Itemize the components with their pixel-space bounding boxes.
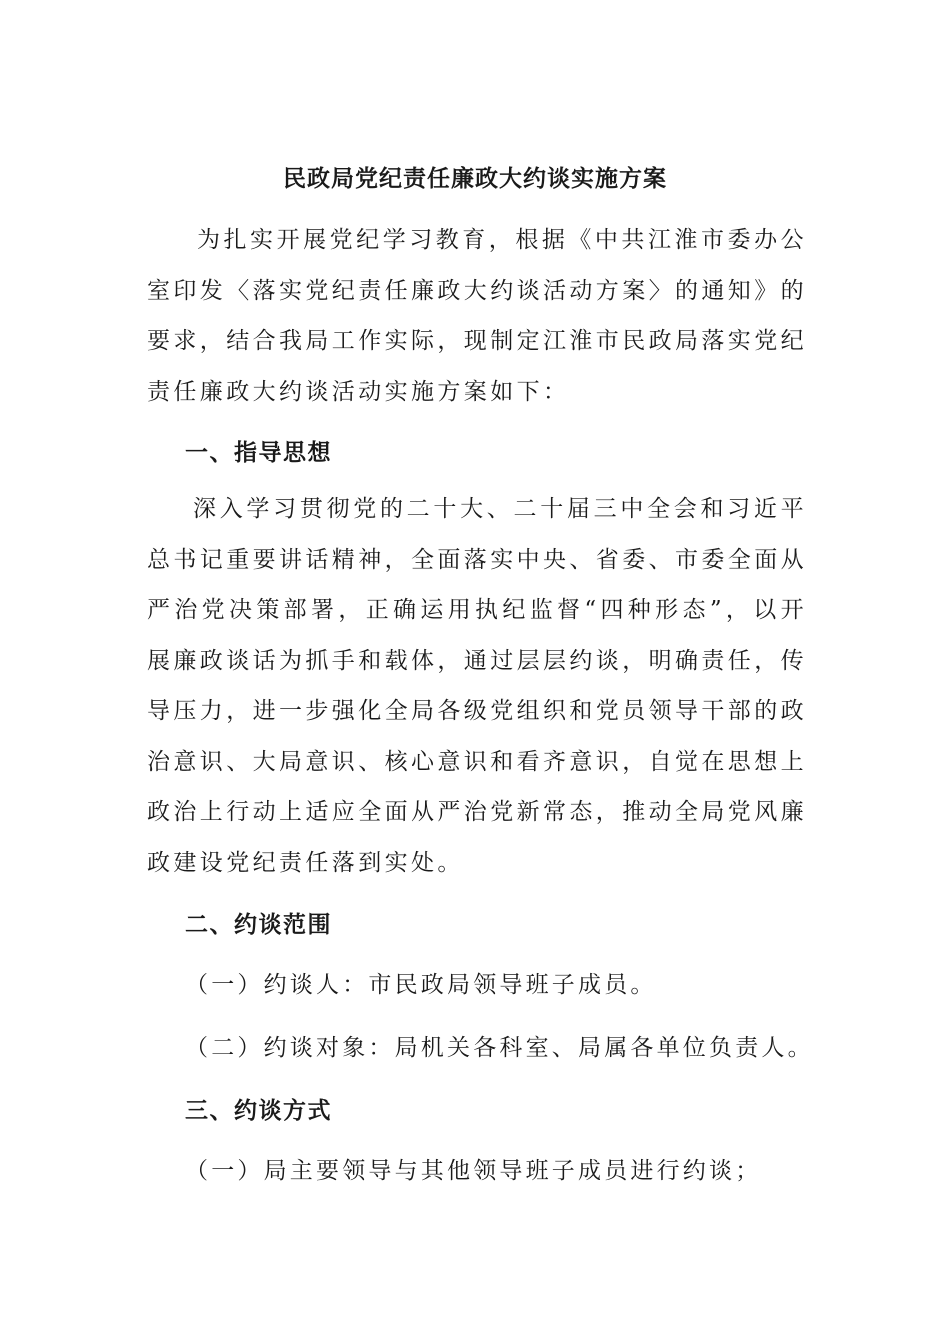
document-title: 民政局党纪责任廉政大约谈实施方案 xyxy=(283,165,667,192)
guiding-thought-paragraph: 深入学习贯彻党的二十大、二十届三中全会和习近平总书记重要讲话精神，全面落实中央、省委、市委全面从严治党决策部署，正确运用执纪监督“四种形态”，以开展廉政谈话为抓手和载体，通过层层约谈，明确责任，传导压力，进一步强化全局各级党组织和党员领导干部的政治意识、大局意识、核心意识和看齐意识，自觉在思想上政治上行动上适应全面从严治党新常态，推动全局党风廉政建设党纪责任落到实处。 xyxy=(147,496,807,876)
intro-paragraph: 为扎实开展党纪学习教育，根据《中共江淮市委办公室印发〈落实党纪责任廉政大约谈活动方案〉的通知》的要求，结合我局工作实际，现制定江淮市民政局落实党纪责任廉政大约谈活动实施方案如下： xyxy=(147,227,807,405)
scope-item-interviewer: （一）约谈人：市民政局领导班子成员。 xyxy=(185,972,657,998)
section-heading-method: 三、约谈方式 xyxy=(185,1097,332,1124)
section-heading-scope: 二、约谈范围 xyxy=(185,911,332,938)
method-item-1: （一）局主要领导与其他领导班子成员进行约谈； xyxy=(185,1158,762,1184)
section-heading-guiding-thought: 一、指导思想 xyxy=(185,439,332,466)
scope-item-interviewee: （二）约谈对象：局机关各科室、局属各单位负责人。 xyxy=(185,1035,814,1061)
